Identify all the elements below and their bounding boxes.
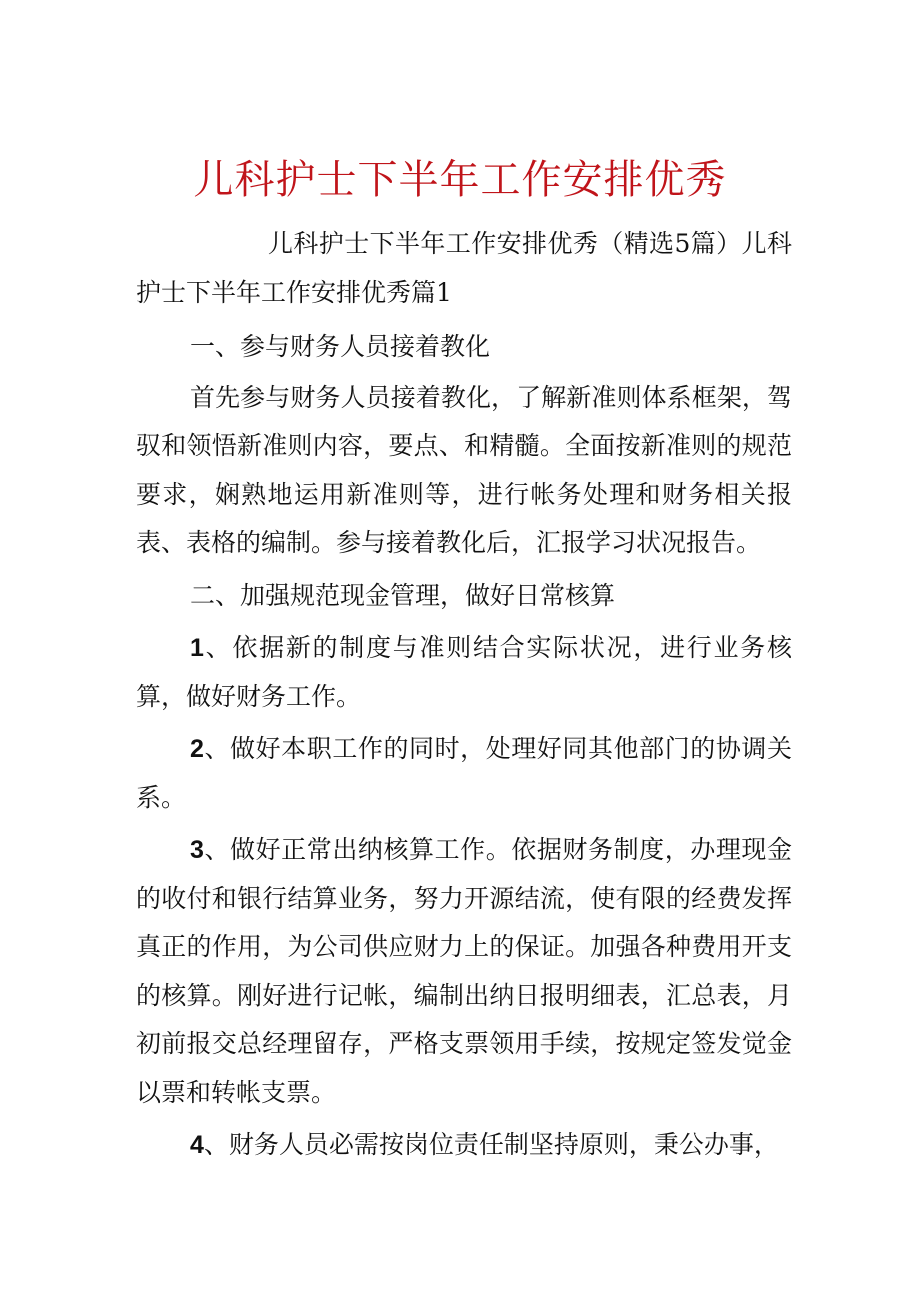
list-item-text: 、财务人员必需按岗位责任制坚持原则，秉公办事，: [203, 1130, 779, 1159]
list-item-number: 3: [190, 836, 204, 864]
list-item-number: 2: [190, 735, 204, 763]
list-item-3: [136, 826, 792, 1117]
section-2-heading: 二、加强规范现金管理，做好日常核算: [190, 580, 616, 610]
list-item-2: [136, 725, 792, 822]
section-1-heading: 一、参与财务人员接着教化: [190, 332, 491, 361]
list-item-text: 、做好本职工作的同时，处理好同其他部门的协调关系。: [136, 734, 792, 812]
list-item-number: 4: [190, 1131, 204, 1159]
list-item-1: [136, 624, 792, 721]
list-item-text: 、依据新的制度与准则结合实际状况，进行业务核算，做好财务工作。: [136, 633, 792, 711]
list-item-number: 1: [190, 634, 204, 662]
document-title: 儿科护士下半年工作安排优秀: [193, 157, 727, 203]
intro-paragraph: 儿科护士下半年工作安排优秀（精选5篇）儿科护士下半年工作安排优秀篇1: [136, 229, 792, 307]
list-item-text: 、做好正常出纳核算工作。依据财务制度，办理现金的收付和银行结算业务，努力开源结流，使有限的经费发挥真正的作用，为公司供应财力上的保证。加强各种费用开支的核算。刚好进行记帐，编制出纳日报明细表，汇总表，月初前报交总经理留存，严格支票领用手续，按规定签发觉金以票和转帐支票。: [136, 835, 792, 1107]
document-body: [136, 220, 792, 1170]
list-item-4: [136, 1121, 792, 1170]
section-1-body: 首先参与财务人员接着教化，了解新准则体系框架，驾驭和领悟新准则内容，要点、和精髓。全面按新准则的规范要求，娴熟地运用新准则等，进行帐务处理和财务相关报表、表格的编制。参与接着教化后，汇报学习状况报告。: [136, 382, 792, 557]
